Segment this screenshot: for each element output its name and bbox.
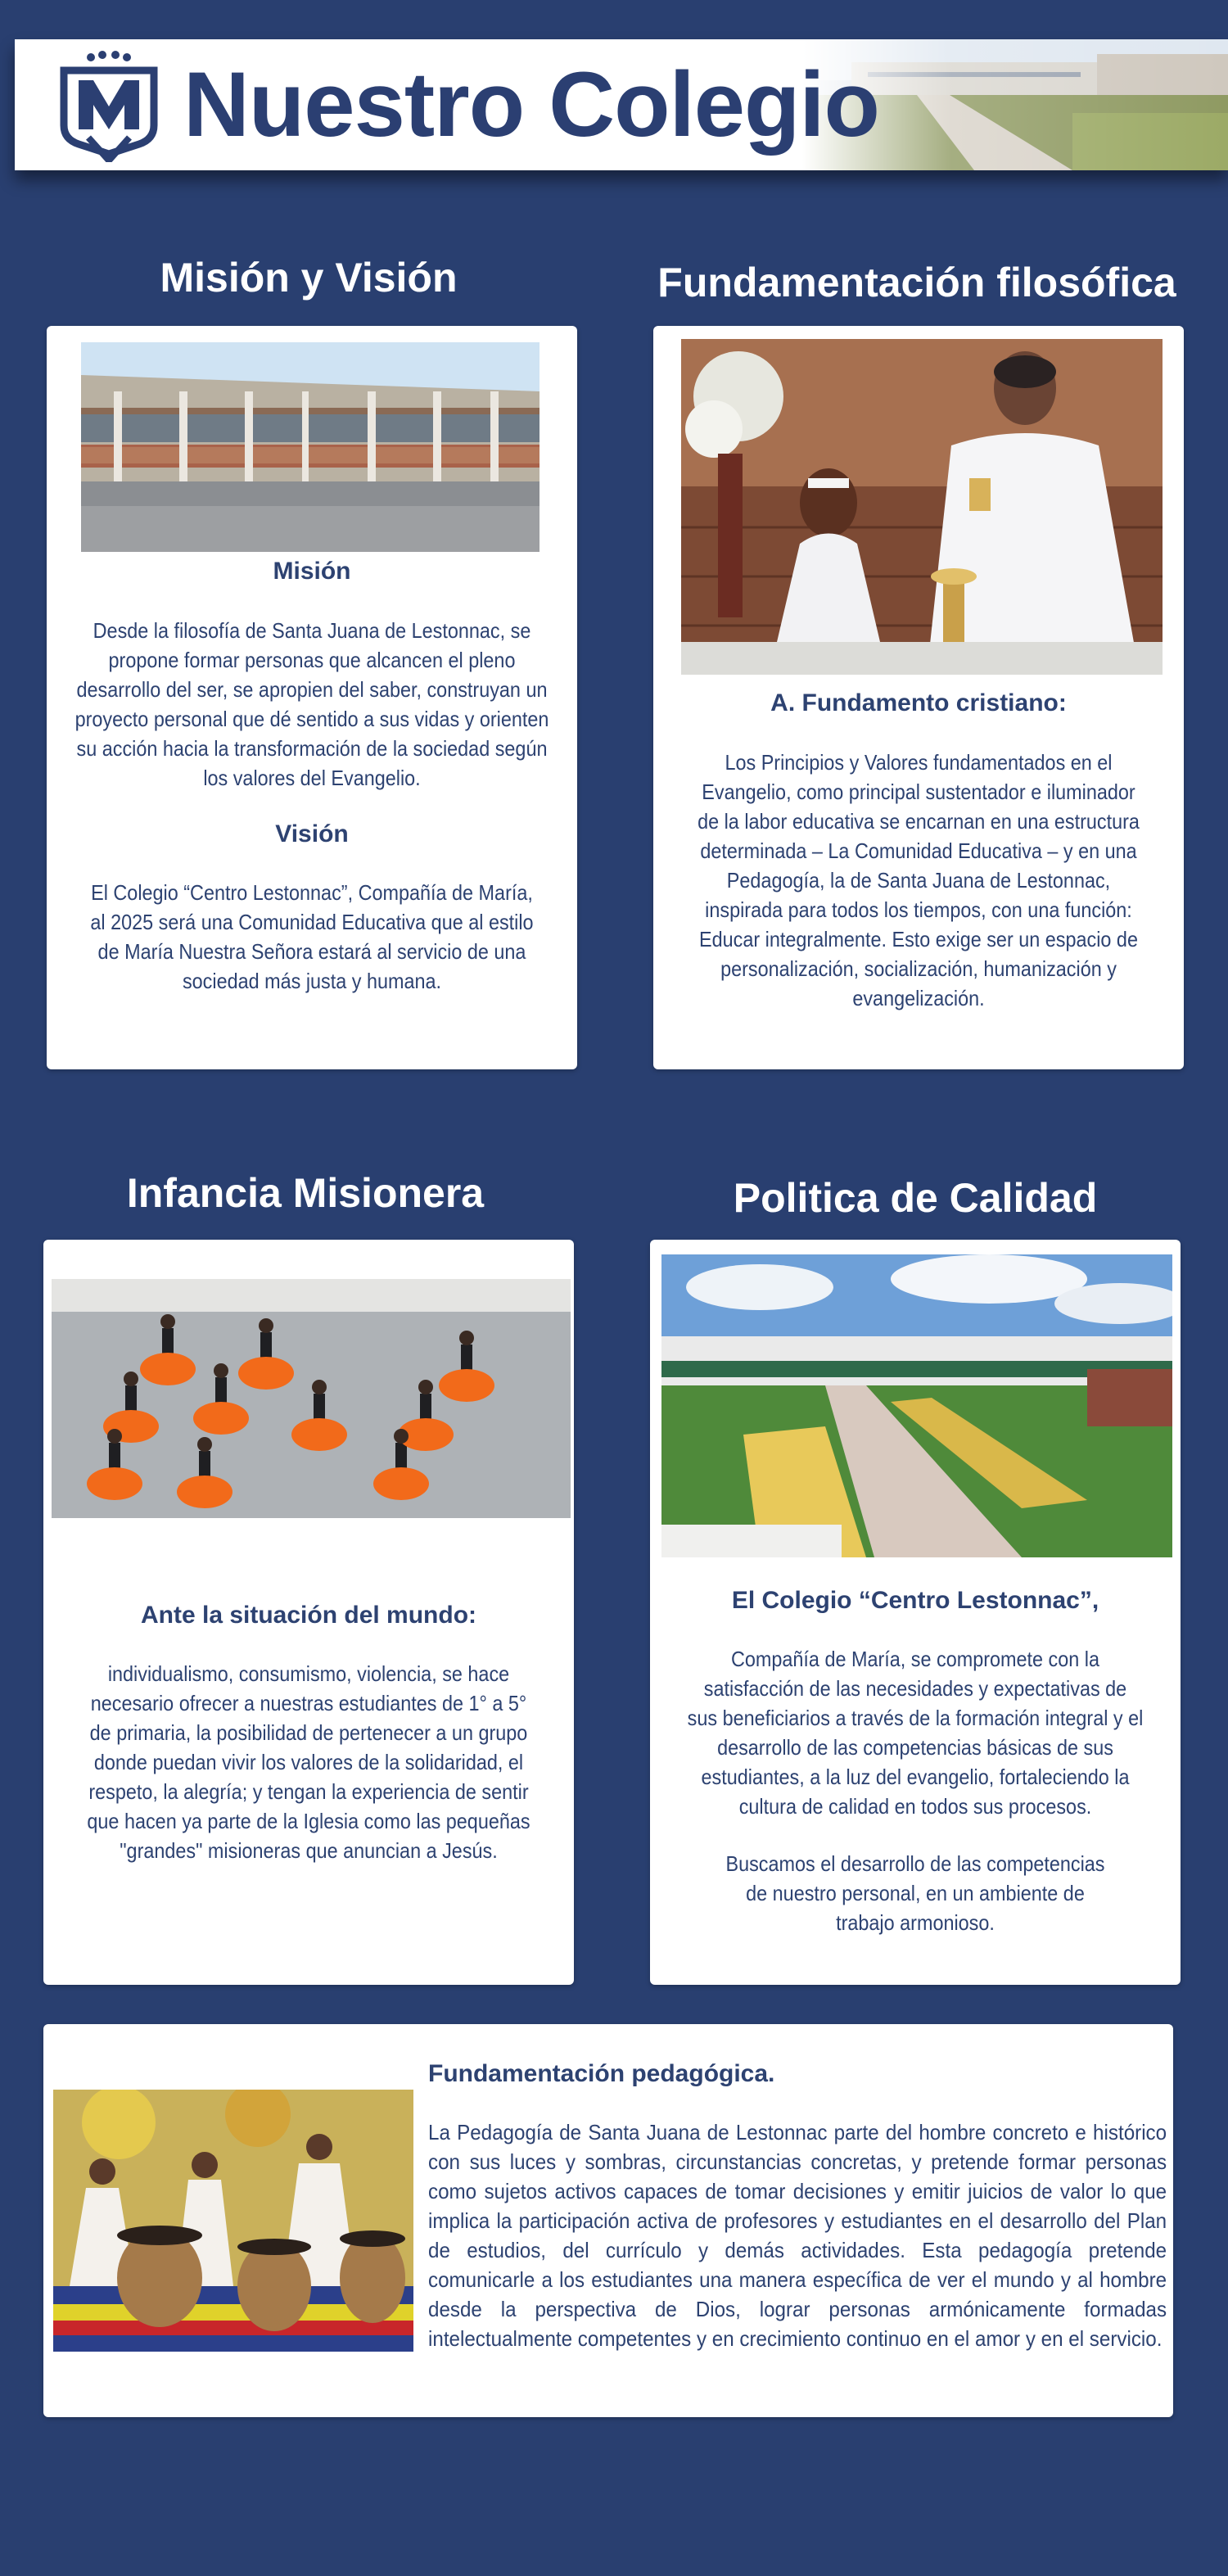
fundamentacion-pedagogica-card — [43, 2024, 1173, 2417]
mision-heading: Misión — [273, 558, 351, 585]
fundamentacion-pedagogica-heading: Fundamentación pedagógica. — [428, 2060, 775, 2087]
mision-text: Desde la filosofía de Santa Juana de Lestonnac, se propone formar personas que alcancen el pleno desarrollo del ser, se apropien del saber, construyan un proyecto personal que dé sentido a sus vidas y orienten su acción hacia la transformación de la sociedad según los valores del Evangelio. — [74, 618, 549, 790]
mision-vision-card — [47, 326, 577, 1069]
vision-text: El Colegio “Centro Lestonnac”, Compañía de María, al 2025 será una Comunidad Educativa que al estilo de María Nuestra Señora estará al servicio de una sociedad más justa y humana. — [90, 880, 534, 993]
fundamentacion-filosofica-card — [653, 326, 1184, 1069]
politica-calidad-text-2: Buscamos el desarrollo de las competencias de nuestro personal, en un ambiente de trabajo armonioso. — [725, 1851, 1105, 1935]
dancing-girls-photo — [52, 1279, 571, 1518]
fundamento-cristiano-heading: A. Fundamento cristiano: — [770, 689, 1067, 716]
school-building-photo — [81, 342, 540, 552]
fundamento-cristiano-text: Los Principios y Valores fundamentados en el Evangelio, como principal sustentador e iluminador de la labor educativa se encarnan en una estructura determinada – La Comunidad Educativa – y en una Pedagogía, la de Santa Juana de Lestonnac, inspirada para todos los tiempos, con una función: Educar integralmente. Esto exige ser un espacio de personalización, socialización, humanización y evangelización. — [698, 750, 1140, 1010]
infancia-misionera-text: individualismo, consumismo, violencia, se hace necesario ofrecer a nuestras estudiantes de 1° a 5° de primaria, la posibilidad de pertenecer a un grupo donde puedan vivir los valores de la solidaridad, el respeto, la alegría; y tengan la experiencia de sentir que hacen ya parte de la Iglesia como las pequeñas "grandes" misioneras que anuncian a Jesús. — [87, 1661, 530, 1863]
section-title-infancia-misionera: Infancia Misionera — [126, 1170, 485, 1216]
section-title-politica-calidad: Politica de Calidad — [733, 1175, 1098, 1221]
school-garden-path-photo — [661, 1254, 1172, 1557]
first-communion-photo — [681, 339, 1163, 675]
site-header — [15, 39, 1228, 170]
centro-lestonnac-heading: El Colegio “Centro Lestonnac”, — [731, 1587, 1099, 1614]
fundamentacion-pedagogica-text: La Pedagogía de Santa Juana de Lestonnac parte del hombre concreto e histórico con sus luces y sombras, circunstancias concretas, y pretende formar personas como sujetos activos capaces de tomar decisiones y emitir juicios de valor lo que implica la participación activa de profesores y estudiantes en el desarrollo del Plan de estudios, del currículo y demás actividades. Esta pedagogía pretende comunicarle a los estudiantes una manera específica de ver el mundo y al hombre desde la perspectiva de Dios, lograr personas armónicamente formadas intelectualmente competentes y en crecimiento continuo en el amor y en el servicio. — [428, 2120, 1167, 2351]
section-title-mision-vision: Misión y Visión — [160, 255, 458, 301]
school-crest-logo — [56, 47, 162, 162]
politica-calidad-card — [650, 1240, 1181, 1985]
vision-heading: Visión — [275, 820, 349, 847]
site-title: Nuestro Colegio — [183, 53, 879, 156]
section-title-fundamentacion-filosofica: Fundamentación filosófica — [657, 260, 1176, 305]
politica-calidad-text: Compañía de María, se compromete con la satisfacción de las necesidades y expectativas de sus beneficiarios a través de la formación integral y el desarrollo de las competencias básicas de sus estudiantes, a la luz del evangelio, fortaleciendo la cultura de calidad en todos sus procesos. — [687, 1647, 1144, 1819]
infancia-misionera-card — [43, 1240, 574, 1985]
situacion-mundo-heading: Ante la situación del mundo: — [140, 1602, 477, 1629]
students-drums-photo — [53, 2090, 413, 2352]
